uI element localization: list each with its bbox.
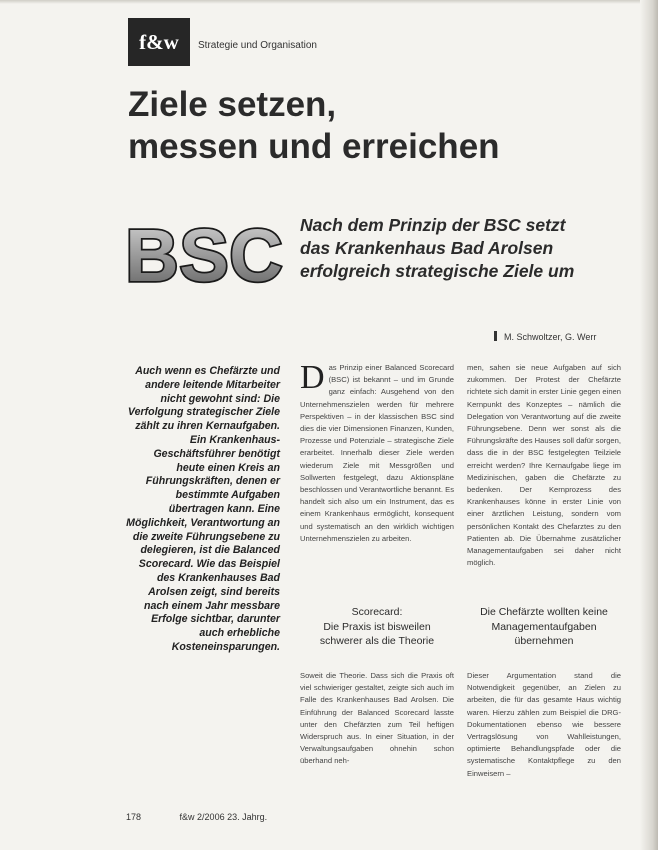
author-marker bbox=[494, 331, 497, 341]
body-column-1-lower bbox=[300, 670, 454, 768]
subheading-line: schwerer als die Theorie bbox=[319, 635, 435, 647]
bsc-letter-s: S bbox=[179, 214, 229, 289]
page-footer bbox=[126, 812, 596, 822]
bsc-letter-b: B bbox=[125, 214, 179, 289]
scan-edge-top bbox=[0, 0, 658, 4]
article-title bbox=[128, 84, 608, 168]
body-text: Dieser Argumentation stand die Notwendigkeit gegenüber, an Zielen zu arbeiten, die für das gesamte Haus wichtig waren. Hierzu zählen zum Beispiel die DRG-Dokumentationen ebenso wie bessere Vertragslösung von Wahlleistungen, optimierte Behandlungspfade oder die systematische Kontaktpflege zu den Einweisern – bbox=[467, 671, 621, 778]
drop-cap: D bbox=[300, 359, 325, 396]
bsc-graphic bbox=[124, 205, 284, 289]
body-text: Soweit die Theorie. Dass sich die Praxis oft viel schwieriger gestaltet, zeigte sich auch im Falle des Krankenhauses Bad Arolsen. Die Einführung der Balanced Scorecard lasste unter den Chefärzten zum Teil heftigen Widerspruch aus. In einer Situation, in der Verwaltungsaufgaben ohnehin schon überhand neh- bbox=[300, 671, 454, 766]
scan-edge-right bbox=[640, 0, 658, 850]
body-text: men, sahen sie neue Aufgaben auf sich zukommen. Der Protest der Chefärzte richtete sich damit in erster Linie gegen einen Kernpunkt des Konzeptes – nämlich die Delegation von Verantwortung auf die zweite Führungsebene. Denn wer sonst als die Führungskräfte des Hauses soll dafür sorgen, dass die in der BSC festgelegten Teilziele erreicht werden? Ihre Kernaufgabe liege im Medizinischen, gaben die Chefärzte zu bedenken. Der Kernprozess des Krankenhauses könne in erster Linie von einer ärztlichen Leistung, sondern vom persönlichen Kontakt des Chefarztes zu den Patienten ab. Die Übernahme zusätzlicher Managementaufgaben sei daher nicht möglich. bbox=[467, 363, 621, 568]
author-line bbox=[494, 331, 596, 342]
subheading-line: Managementaufgaben bbox=[491, 620, 597, 633]
body-paragraph bbox=[300, 359, 454, 545]
subtitle-line-1: Nach dem Prinzip der BSC setzt bbox=[300, 215, 566, 235]
body-column-1 bbox=[300, 359, 454, 545]
body-column-2 bbox=[467, 362, 621, 569]
intro-text: Auch wenn es Chefärzte und andere leitende Mitarbeiter nicht gewohnt sind: Die Verfolgung strategischer Ziele zählt zu ihren Kernaufgaben. Ein Krankenhaus-Geschäftsführer benötigt heute einen Kreis an Führungskräften, denen er bestimmte Aufgaben übertragen kann. Eine Möglichkeit, Verantwortung an die zweite Führungsebene zu delegieren, ist die Balanced Scorecard. Wie das Beispiel des Krankenhauses Bad Arolsen zeigt, sind bereits nach einem Jahr messbare Erfolge sichtbar, darunter auch erhebliche Kosteneinsparungen. bbox=[126, 365, 280, 653]
subheading-2 bbox=[467, 605, 621, 649]
subheading-line: Scorecard: bbox=[351, 606, 403, 618]
title-line-1: Ziele setzen, bbox=[128, 85, 337, 124]
title-line-2: messen und erreichen bbox=[128, 127, 500, 166]
subheading-line: Die Chefärzte wollten keine bbox=[480, 606, 608, 618]
body-text: as Prinzip einer Balanced Scorecard (BSC) ist bekannt – und im Grunde ganz einfach: Ausgehend von den Unternehmenszielen werden für mehrere Perspektiven – in der klassischen BSC sind dies die vier Dimensionen Finanzen, Kunden, Prozesse und Potenziale – strategische Ziele erarbeitet. Innerhalb dieser Ziele werden wiederum Ziele mit Messgrößen und Sollwerten festgelegt, dazu Aktionspläne beschlossen und Verantwortliche benannt. Es handelt sich also um ein Instrument, das es einem Krankenhaus ermöglicht, konsequent und systematisch an den wirklich wichtigen Unternehmenszielen zu arbeiten. bbox=[300, 363, 454, 543]
subtitle-line-3: erfolgreich strategische Ziele um bbox=[300, 261, 575, 281]
subheading-1 bbox=[300, 605, 454, 649]
bsc-letter-c: C bbox=[229, 214, 283, 289]
article-subtitle bbox=[300, 214, 630, 283]
page-number: 178 bbox=[126, 812, 142, 822]
authors: M. Schwoltzer, G. Werr bbox=[504, 332, 597, 342]
section-label: Strategie und Organisation bbox=[198, 40, 317, 51]
subtitle-line-2: das Krankenhaus Bad Arolsen bbox=[300, 238, 554, 258]
journal-logo: f&w bbox=[128, 18, 190, 66]
issue-info: f&w 2/2006 23. Jahrg. bbox=[179, 812, 268, 822]
subheading-line: Die Praxis ist bisweilen bbox=[323, 620, 431, 633]
subheading-line: übernehmen bbox=[514, 635, 574, 647]
body-column-2-lower bbox=[467, 670, 621, 780]
